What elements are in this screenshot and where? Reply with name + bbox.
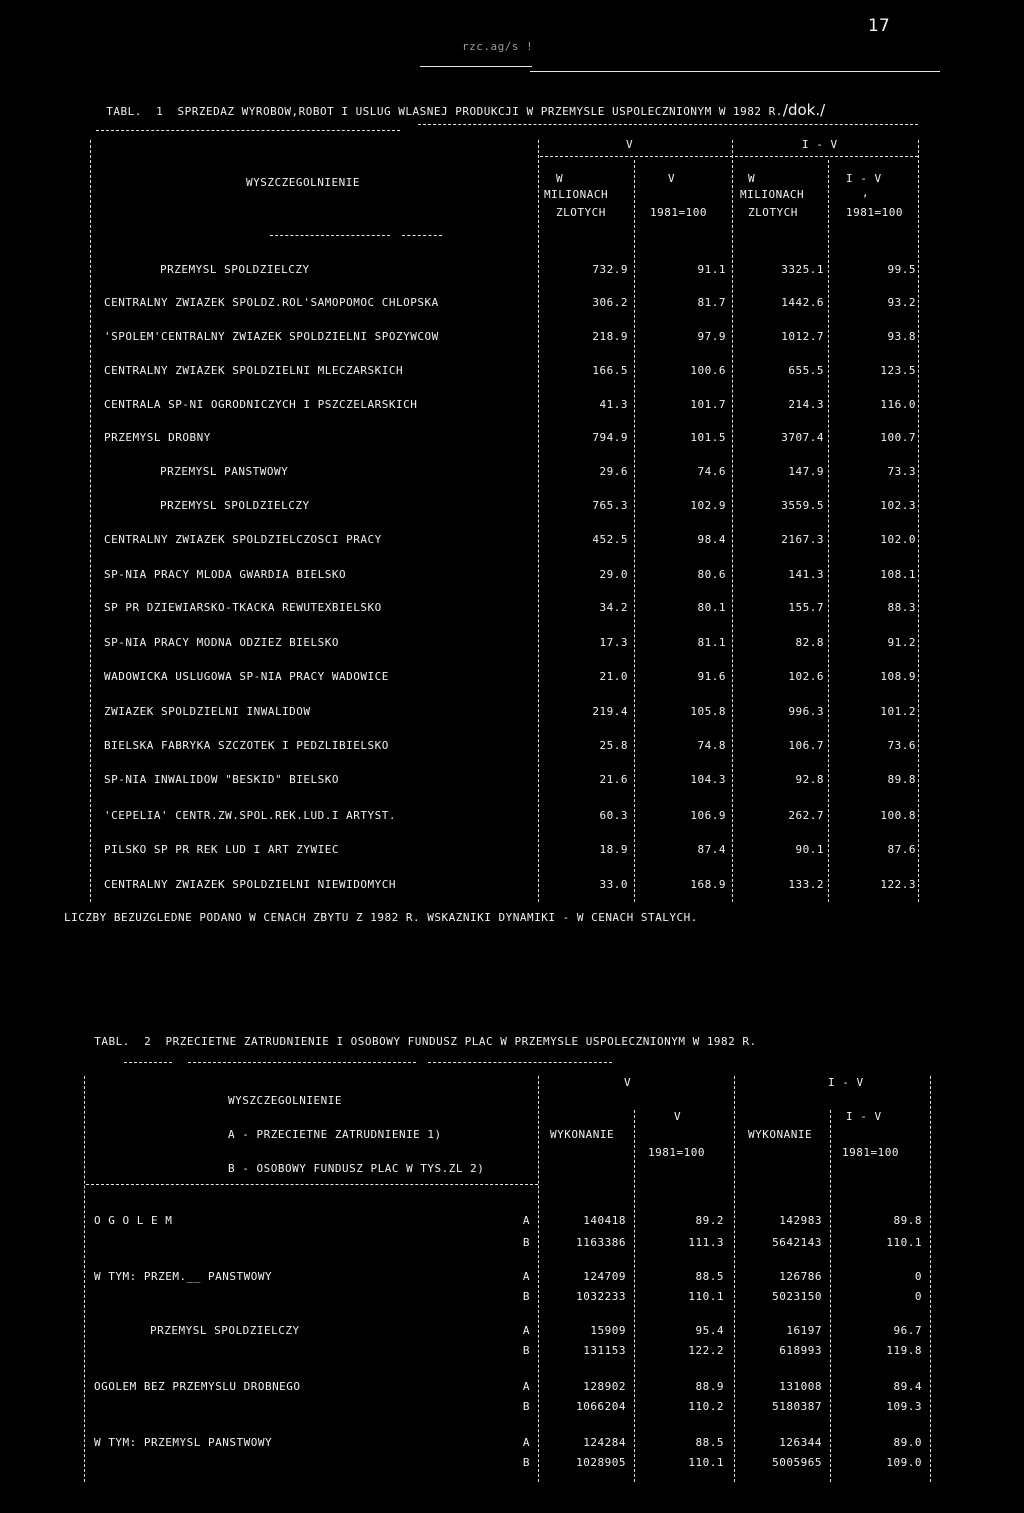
t2-cell: 109.0	[886, 1456, 922, 1469]
t2-top-rule-c	[428, 1062, 612, 1063]
t1-cell: 452.5	[592, 533, 628, 546]
t1-row	[0, 499, 1024, 513]
t1-col4-line1: I - V	[846, 172, 882, 185]
t2-cell: 89.4	[893, 1380, 922, 1393]
t2-group-iv: I - V	[828, 1076, 864, 1089]
t1-cell: 81.1	[697, 636, 726, 649]
t1-row-name: 'SPOLEM'CENTRALNY ZWIAZEK SPOLDZIELNI SPOZYWCOW	[104, 330, 439, 343]
t1-row-name: CENTRALNY ZWIAZEK SPOLDZIELCZOSCI PRACY	[104, 533, 382, 546]
t1-cell: 214.3	[788, 398, 824, 411]
t1-row-name: PRZEMYSL SPOLDZIELCZY	[160, 263, 310, 276]
t1-cell: 765.3	[592, 499, 628, 512]
t2-col2-line1: V	[674, 1110, 682, 1123]
t1-cell: 91.6	[697, 670, 726, 683]
t2-row-a	[0, 1436, 1024, 1450]
t1-cell: 98.4	[697, 533, 726, 546]
page-number: 17	[868, 16, 890, 36]
table1-caption-text: SPRZEDAZ WYROBOW,ROBOT I USLUG WLASNEJ PRODUKCJI W PRZEMYSLE USPOLECZNIONYM W 1982 R.	[177, 105, 783, 118]
t2-cell: 1032233	[576, 1290, 626, 1303]
t1-cell: 104.3	[690, 773, 726, 786]
t2-cell: 131153	[583, 1344, 626, 1357]
t1-cell: 102.9	[690, 499, 726, 512]
t1-row-name: PRZEMYSL SPOLDZIELCZY	[160, 499, 310, 512]
t2-stub-header: WYSZCZEGOLNIENIE	[228, 1094, 342, 1107]
t2-row-a	[0, 1270, 1024, 1284]
t2-cell: 128902	[583, 1380, 626, 1393]
t1-vline-3	[732, 140, 733, 902]
t1-cell: 73.3	[887, 465, 916, 478]
table1-caption-prefix: TABL.	[106, 105, 142, 118]
t1-row-name: PRZEMYSL PANSTWOWY	[160, 465, 289, 478]
t2-row-b	[0, 1456, 1024, 1470]
t1-row	[0, 431, 1024, 445]
t1-col2-line3: 1981=100	[650, 206, 707, 219]
t1-cell: 262.7	[788, 809, 824, 822]
t2-cell: 124709	[583, 1270, 626, 1283]
t1-col1-line3: ZLOTYCH	[556, 206, 606, 219]
t1-cell: 74.8	[697, 739, 726, 752]
t1-cell: 219.4	[592, 705, 628, 718]
t1-cell: 97.9	[697, 330, 726, 343]
t2-cell: 109.3	[886, 1400, 922, 1413]
t2-cell: 110.2	[688, 1400, 724, 1413]
t1-cell: 87.6	[887, 843, 916, 856]
t1-row-name: 'CEPELIA' CENTR.ZW.SPOL.REK.LUD.I ARTYST.	[104, 809, 397, 822]
t1-cell: 101.2	[880, 705, 916, 718]
t2-col2-line2: 1981=100	[648, 1146, 705, 1159]
t1-cell: 102.0	[880, 533, 916, 546]
t2-group-v: V	[624, 1076, 632, 1089]
t2-row-name: W TYM: PRZEMYSL PANSTWOWY	[94, 1436, 273, 1449]
t2-col4-line2: 1981=100	[842, 1146, 899, 1159]
t1-cell: 306.2	[592, 296, 628, 309]
t2-cell: 1163386	[576, 1236, 626, 1249]
t1-cell: 88.3	[887, 601, 916, 614]
t1-cell: 82.8	[795, 636, 824, 649]
t2-cell: 0	[914, 1270, 922, 1283]
t2-marker-a: A	[522, 1214, 530, 1227]
t1-cell: 80.6	[697, 568, 726, 581]
t1-row	[0, 809, 1024, 823]
t1-cell: 3325.1	[781, 263, 824, 276]
t1-cell: 80.1	[697, 601, 726, 614]
t1-vline-1	[538, 140, 539, 902]
t1-cell: 996.3	[788, 705, 824, 718]
t2-marker-b: B	[522, 1290, 530, 1303]
t1-cell: 101.7	[690, 398, 726, 411]
t1-col1-line1: W	[556, 172, 564, 185]
t1-cell: 732.9	[592, 263, 628, 276]
t1-top-rule-left	[96, 130, 400, 131]
t2-stub-rule	[86, 1184, 538, 1185]
t1-cell: 141.3	[788, 568, 824, 581]
t1-cell: 102.3	[880, 499, 916, 512]
t1-cell: 100.8	[880, 809, 916, 822]
t2-cell: 95.4	[695, 1324, 724, 1337]
t1-cell: 89.8	[887, 773, 916, 786]
t1-cell: 1012.7	[781, 330, 824, 343]
t2-cell: 110.1	[688, 1290, 724, 1303]
table1-caption-hand: /dok./	[782, 101, 826, 119]
table2-caption	[80, 1022, 757, 1048]
t1-row	[0, 398, 1024, 412]
t1-cell: 116.0	[880, 398, 916, 411]
t1-col2-line1: V	[668, 172, 676, 185]
t1-row-name: BIELSKA FABRYKA SZCZOTEK I PEDZLIBIELSKO	[104, 739, 389, 752]
t1-cell: 108.1	[880, 568, 916, 581]
t2-cell: 119.8	[886, 1344, 922, 1357]
t1-cell: 106.9	[690, 809, 726, 822]
t1-col3-line1: W	[748, 172, 756, 185]
t1-row-name: SP PR DZIEWIARSKO-TKACKA REWUTEXBIELSKO	[104, 601, 382, 614]
t2-marker-b: B	[522, 1344, 530, 1357]
t2-cell: 124284	[583, 1436, 626, 1449]
t1-row	[0, 364, 1024, 378]
t1-group-v: V	[626, 138, 634, 151]
t2-marker-b: B	[522, 1456, 530, 1469]
t1-cell: 122.3	[880, 878, 916, 891]
t2-marker-a: A	[522, 1324, 530, 1337]
t1-vline-5	[918, 140, 919, 902]
t2-row-name: O G O L E M	[94, 1214, 173, 1227]
t1-col4-line2: ,	[862, 186, 870, 199]
t1-cell: 34.2	[599, 601, 628, 614]
t1-cell: 29.0	[599, 568, 628, 581]
t2-marker-a: A	[522, 1436, 530, 1449]
t1-cell: 655.5	[788, 364, 824, 377]
t1-col1-line2: MILIONACH	[544, 188, 609, 201]
t2-cell: 5023150	[772, 1290, 822, 1303]
t1-cell: 21.0	[599, 670, 628, 683]
t1-cell: 133.2	[788, 878, 824, 891]
t1-row	[0, 670, 1024, 684]
t1-cell: 73.6	[887, 739, 916, 752]
t1-cell: 17.3	[599, 636, 628, 649]
t1-cell: 100.6	[690, 364, 726, 377]
t2-cell: 126344	[779, 1436, 822, 1449]
t1-cell: 105.8	[690, 705, 726, 718]
t2-cell: 89.2	[695, 1214, 724, 1227]
t1-footnote: LICZBY BEZUZGLEDNE PODANO W CENACH ZBYTU Z 1982 R. WSKAZNIKI DYNAMIKI - W CENACH STALYCH.	[64, 911, 698, 924]
t1-cell: 87.4	[697, 843, 726, 856]
t1-cell: 91.1	[697, 263, 726, 276]
t1-cell: 93.8	[887, 330, 916, 343]
header-rule-short	[420, 66, 532, 67]
t1-row-name: PILSKO SP PR REK LUD I ART ZYWIEC	[104, 843, 340, 856]
t2-cell: 111.3	[688, 1236, 724, 1249]
t2-row-name: PRZEMYSL SPOLDZIELCZY	[150, 1324, 300, 1337]
t2-cell: 122.2	[688, 1344, 724, 1357]
t1-row	[0, 533, 1024, 547]
table1-caption	[92, 88, 825, 119]
t1-group-iv: I - V	[802, 138, 838, 151]
t2-cell: 5005965	[772, 1456, 822, 1469]
table2-caption-text: PRZECIETNE ZATRUDNIENIE I OSOBOWY FUNDUSZ PLAC W PRZEMYSLE USPOLECZNIONYM W 1982 R.	[165, 1035, 757, 1048]
t1-col3-line2: MILIONACH	[740, 188, 805, 201]
t1-cell: 21.6	[599, 773, 628, 786]
t2-col1-header: WYKONANIE	[550, 1128, 615, 1141]
t2-row-a	[0, 1324, 1024, 1338]
t2-marker-b: B	[522, 1400, 530, 1413]
t1-cell: 91.2	[887, 636, 916, 649]
t1-row	[0, 636, 1024, 650]
t1-cell: 3559.5	[781, 499, 824, 512]
t1-row	[0, 773, 1024, 787]
t2-row-b	[0, 1344, 1024, 1358]
t2-cell: 142983	[779, 1214, 822, 1227]
t1-stub-rule-a	[270, 235, 390, 236]
t1-row	[0, 330, 1024, 344]
t1-row-name: ZWIAZEK SPOLDZIELNI INWALIDOW	[104, 705, 311, 718]
t1-cell: 794.9	[592, 431, 628, 444]
t1-cell: 41.3	[599, 398, 628, 411]
t2-top-rule-a	[124, 1062, 172, 1063]
t2-row-b	[0, 1236, 1024, 1250]
t2-cell: 131008	[779, 1380, 822, 1393]
t2-legend-b: B - OSOBOWY FUNDUSZ PLAC W TYS.ZL 2)	[228, 1162, 485, 1175]
t2-row-a	[0, 1380, 1024, 1394]
t1-cell: 101.5	[690, 431, 726, 444]
header-smudge: rzc.ag/s !	[462, 40, 534, 53]
t1-cell: 29.6	[599, 465, 628, 478]
t1-cell: 155.7	[788, 601, 824, 614]
t1-row	[0, 263, 1024, 277]
t1-cell: 147.9	[788, 465, 824, 478]
t1-stub-rule-b	[402, 235, 442, 236]
table2-caption-prefix: TABL.	[94, 1035, 130, 1048]
t1-cell: 74.6	[697, 465, 726, 478]
t1-cell: 218.9	[592, 330, 628, 343]
t2-row-b	[0, 1290, 1024, 1304]
t1-cell: 102.6	[788, 670, 824, 683]
t2-col3-header: WYKONANIE	[748, 1128, 813, 1141]
t2-cell: 1028905	[576, 1456, 626, 1469]
t2-legend-a: A - PRZECIETNE ZATRUDNIENIE 1)	[228, 1128, 442, 1141]
t1-row	[0, 465, 1024, 479]
t2-cell: 16197	[786, 1324, 822, 1337]
t1-row	[0, 296, 1024, 310]
t1-cell: 99.5	[887, 263, 916, 276]
table2-caption-number: 2	[144, 1035, 152, 1048]
t2-marker-a: A	[522, 1380, 530, 1393]
t2-marker-b: B	[522, 1236, 530, 1249]
t1-row-name: CENTRALA SP-NI OGRODNICZYCH I PSZCZELARSKICH	[104, 398, 418, 411]
t1-cell: 93.2	[887, 296, 916, 309]
t2-cell: 5180387	[772, 1400, 822, 1413]
t1-cell: 18.9	[599, 843, 628, 856]
t1-row	[0, 601, 1024, 615]
t2-cell: 89.0	[893, 1436, 922, 1449]
t1-cell: 25.8	[599, 739, 628, 752]
t2-cell: 15909	[590, 1324, 626, 1337]
t2-cell: 126786	[779, 1270, 822, 1283]
t2-cell: 88.5	[695, 1270, 724, 1283]
t1-cell: 100.7	[880, 431, 916, 444]
t1-row-name: CENTRALNY ZWIAZEK SPOLDZ.ROL'SAMOPOMOC CHLOPSKA	[104, 296, 439, 309]
t1-row-name: SP-NIA INWALIDOW "BESKID" BIELSKO	[104, 773, 340, 786]
t2-row-b	[0, 1400, 1024, 1414]
t1-cell: 106.7	[788, 739, 824, 752]
t1-cell: 2167.3	[781, 533, 824, 546]
t2-row-a	[0, 1214, 1024, 1228]
t1-row-name: CENTRALNY ZWIAZEK SPOLDZIELNI MLECZARSKICH	[104, 364, 404, 377]
t2-cell: 0	[914, 1290, 922, 1303]
t1-cell: 3707.4	[781, 431, 824, 444]
t1-cell: 166.5	[592, 364, 628, 377]
t1-row	[0, 843, 1024, 857]
t1-row-name: PRZEMYSL DROBNY	[104, 431, 211, 444]
t1-vline-0	[90, 140, 91, 902]
t1-cell: 81.7	[697, 296, 726, 309]
t2-row-name: OGOLEM BEZ PRZEMYSLU DROBNEGO	[94, 1380, 301, 1393]
t1-row	[0, 705, 1024, 719]
t1-cell: 60.3	[599, 809, 628, 822]
t1-stub-header: WYSZCZEGOLNIENIE	[246, 176, 360, 189]
t1-col3-line3: ZLOTYCH	[748, 206, 798, 219]
t2-cell: 89.8	[893, 1214, 922, 1227]
t2-top-rule-b	[188, 1062, 416, 1063]
t2-cell: 5642143	[772, 1236, 822, 1249]
t1-cell: 33.0	[599, 878, 628, 891]
t2-cell: 96.7	[893, 1324, 922, 1337]
t1-row-name: WADOWICKA USLUGOWA SP-NIA PRACY WADOWICE	[104, 670, 389, 683]
t1-row-name: SP-NIA PRACY MLODA GWARDIA BIELSKO	[104, 568, 347, 581]
t1-row	[0, 739, 1024, 753]
t1-col4-line3: 1981=100	[846, 206, 903, 219]
t2-cell: 88.9	[695, 1380, 724, 1393]
t1-row	[0, 568, 1024, 582]
t1-cell: 92.8	[795, 773, 824, 786]
t1-cell: 90.1	[795, 843, 824, 856]
t1-group-rule	[540, 156, 918, 157]
t1-cell: 1442.6	[781, 296, 824, 309]
t1-row	[0, 878, 1024, 892]
t2-cell: 618993	[779, 1344, 822, 1357]
t2-cell: 110.1	[886, 1236, 922, 1249]
t2-cell: 1066204	[576, 1400, 626, 1413]
header-rule-long	[530, 71, 940, 72]
t2-col4-line1: I - V	[846, 1110, 882, 1123]
t2-cell: 140418	[583, 1214, 626, 1227]
t1-cell: 168.9	[690, 878, 726, 891]
table1-caption-number: 1	[156, 105, 164, 118]
t2-cell: 88.5	[695, 1436, 724, 1449]
t1-row-name: SP-NIA PRACY MODNA ODZIEZ BIELSKO	[104, 636, 340, 649]
t1-row-name: CENTRALNY ZWIAZEK SPOLDZIELNI NIEWIDOMYCH	[104, 878, 397, 891]
t1-top-rule-right	[418, 124, 918, 125]
t2-cell: 110.1	[688, 1456, 724, 1469]
t1-cell: 123.5	[880, 364, 916, 377]
t2-marker-a: A	[522, 1270, 530, 1283]
t2-row-name: W TYM: PRZEM.__ PANSTWOWY	[94, 1270, 273, 1283]
t1-cell: 108.9	[880, 670, 916, 683]
